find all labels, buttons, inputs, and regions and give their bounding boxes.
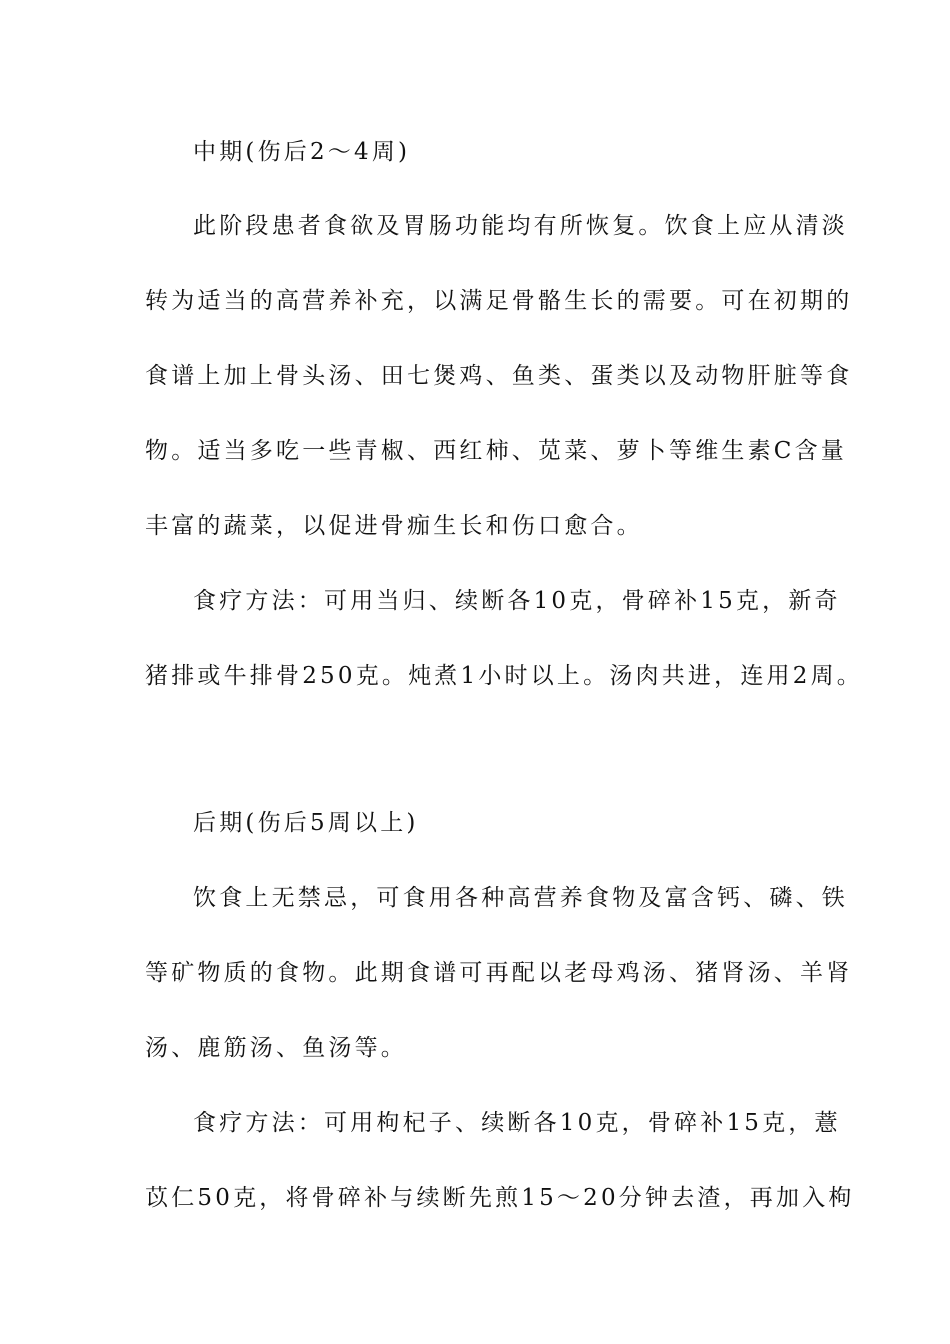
- paragraph-line: 转为适当的高营养补充，以满足骨骼生长的需要。可在初期的: [145, 288, 853, 314]
- paragraph-line: 食疗方法：可用枸杞子、续断各10克，骨碎补15克，薏: [193, 1110, 841, 1136]
- paragraph-line: 猪排或牛排骨250克。炖煮1小时以上。汤肉共进，连用2周。: [145, 663, 863, 689]
- paragraph-line: 苡仁50克，将骨碎补与续断先煎15～20分钟去渣，再加入枸: [145, 1185, 855, 1211]
- paragraph-line: 丰富的蔬菜，以促进骨痂生长和伤口愈合。: [145, 513, 643, 539]
- paragraph-line: 食疗方法：可用当归、续断各10克，骨碎补15克，新奇: [193, 588, 841, 614]
- paragraph-line: 饮食上无禁忌，可食用各种高营养食物及富含钙、磷、铁: [193, 885, 848, 911]
- paragraph-line: 汤、鹿筋汤、鱼汤等。: [145, 1035, 407, 1061]
- paragraph-line: 物。适当多吃一些青椒、西红柿、苋菜、萝卜等维生素C含量: [145, 438, 847, 464]
- paragraph-line: 等矿物质的食物。此期食谱可再配以老母鸡汤、猪肾汤、羊肾: [145, 960, 853, 986]
- section-heading-late-stage: 后期(伤后5周以上): [193, 810, 419, 836]
- section-heading-middle-stage: 中期(伤后2～4周): [193, 139, 411, 165]
- paragraph-line: 此阶段患者食欲及胃肠功能均有所恢复。饮食上应从清淡: [193, 213, 848, 239]
- paragraph-line: 食谱上加上骨头汤、田七煲鸡、鱼类、蛋类以及动物肝脏等食: [145, 363, 853, 389]
